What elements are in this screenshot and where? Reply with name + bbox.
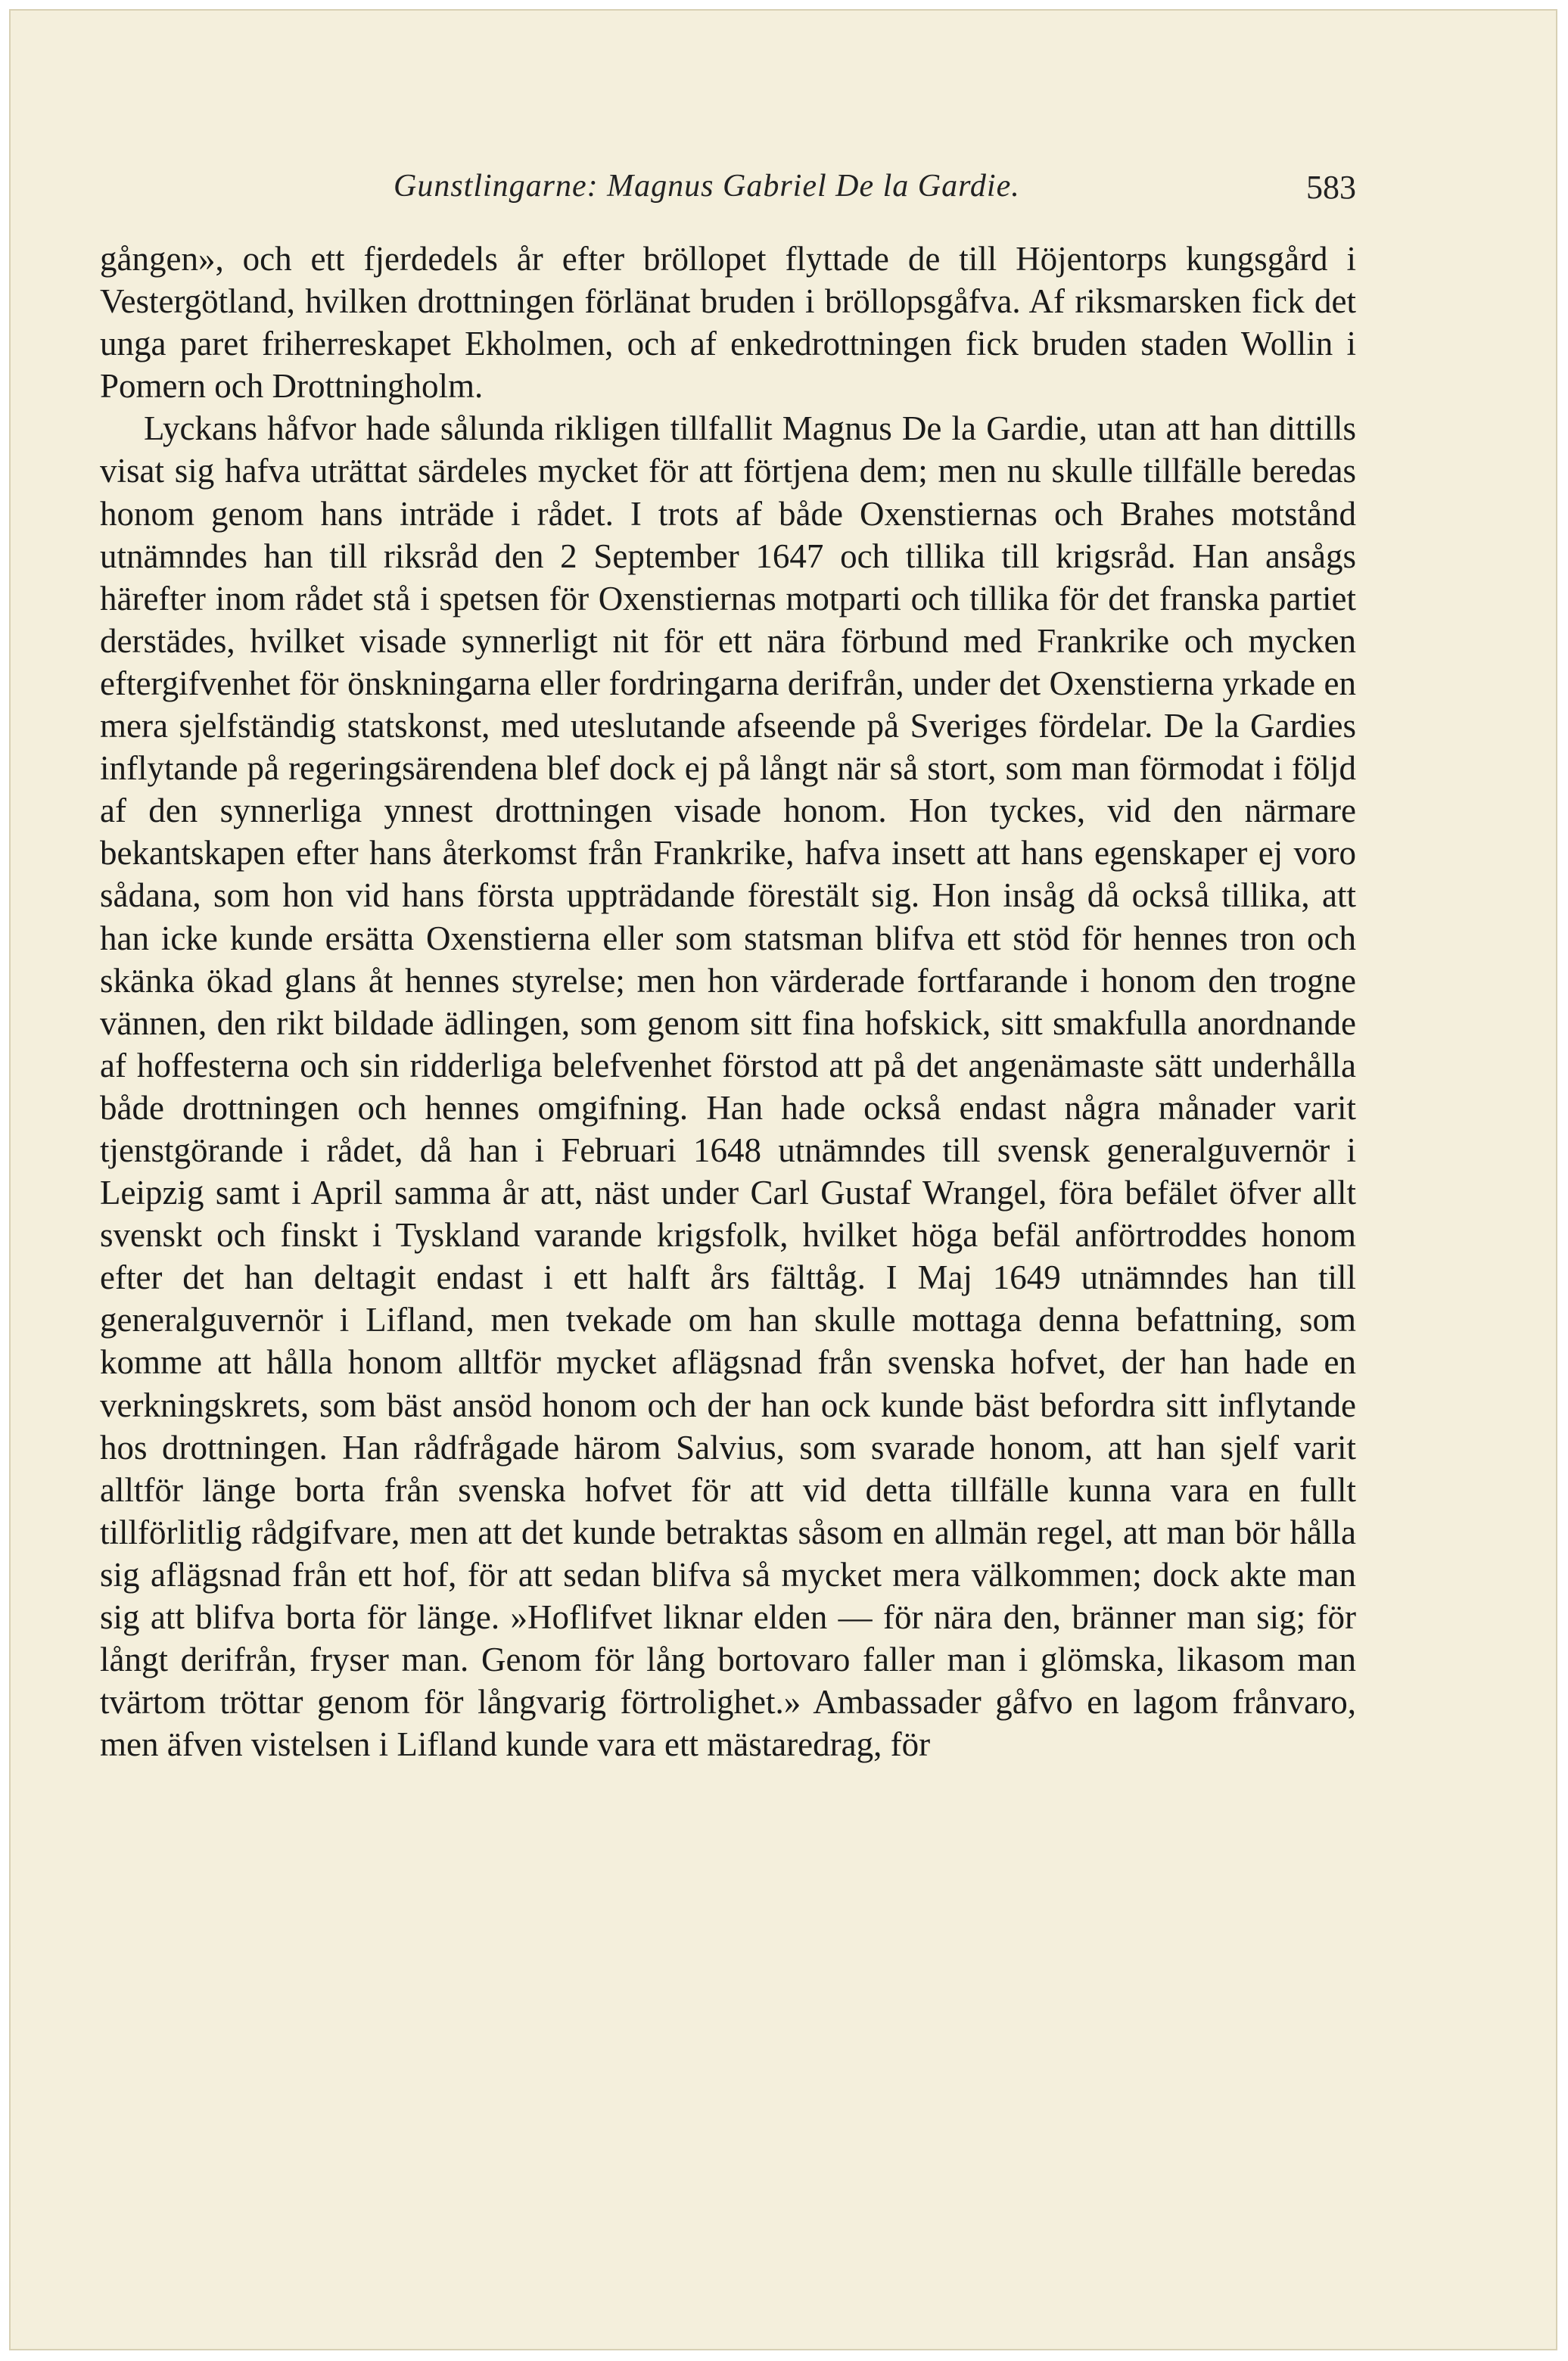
paragraph: Lyckans håfvor hade sålunda rikligen tillfallit Magnus De la Gardie, utan att han dittills visat sig hafva uträttat särdeles mycket för att förtjena dem; men nu skulle tillfälle beredas honom genom hans inträde i rådet. I trots af både Oxenstiernas och Brahes motstånd utnämndes han till riksråd den 2 September 1647 och tillika till krigsråd. Han ansågs härefter inom rådet stå i spetsen för Oxenstiernas motparti och tillika för det franska partiet derstädes, hvilket visade synnerligt nit för ett nära förbund med Frankrike och mycken eftergifvenhet för önskningarna eller fordringarna derifrån, under det Oxenstierna yrkade en mera sjelfständig statskonst, med uteslutande afseende på Sveriges fördelar. De la Gardies inflytande på regeringsärendena blef dock ej på långt när så stort, som man förmodat i följd af den synnerliga ynnest drottningen visade honom. Hon tyckes, vid den närmare bekantskapen efter hans återkomst från Frankrike, hafva insett att hans egenskaper ej voro sådana, som hon vid hans första uppträdande förestält sig. Hon insåg då också tillika, att han icke kunde ersätta Oxenstierna eller som statsman blifva ett stöd för hennes tron och skänka ökad glans åt hennes styrelse; men hon värderade fortfarande i honom den trogne vännen, den rikt bildade ädlingen, som genom sitt fina hofskick, sitt smakfulla anordnande af hoffesterna och sin ridderliga belefvenhet förstod att på det angenämaste sätt underhålla både drottningen och hennes omgifning. Han hade också endast några månader varit tjenstgörande i rådet, då han i Februari 1648 utnämndes till svensk generalguvernör i Leipzig samt i April samma år att, näst under Carl Gustaf Wrangel, föra befälet öfver allt svenskt och finskt i Tyskland varande krigsfolk, hvilket höga befäl anförtroddes honom efter det han deltagit endast i ett halft års fälttåg. I Maj 1649 utnämndes han till generalguvernör i Lifland, men tvekade om han skulle mottaga denna befattning, som komme att hålla honom alltför mycket aflägsnad från svenska hofvet, der han hade en verkningskrets, som bäst ansöd honom och der han ock kunde bäst befordra sitt inflytande hos drottningen. Han rådfrågade härom Salvius, som svarade honom, att han sjelf varit alltför länge borta från svenska hofvet för att vid detta tillfälle kunna vara en fullt tillförlitlig rådgifvare, men att det kunde betraktas såsom en allmän regel, att man bör hålla sig aflägsnad från ett hof, för att sedan blifva så mycket mera välkommen; dock akte man sig att blifva borta för länge. »Hoflifvet liknar elden — för nära den, bränner man sig; för långt derifrån, fryser man. Genom för lång bortovaro faller man i glömska, likasom man tvärtom tröttar genom för långvarig förtrolighet.» Ambassader gåfvo en lagom frånvaro, men äfven vistelsen i Lifland kunde vara ett mästaredrag, för <box>100 409 1356 1764</box>
body-text <box>100 238 1356 1765</box>
page-number: 583 <box>1306 169 1356 206</box>
running-head: Gunstlingarne: Magnus Gabriel De la Gardie. <box>394 169 1020 204</box>
book-page <box>9 9 1557 2350</box>
paragraph: gången», och ett fjerdedels år efter bröllopet flyttade de till Höjentorps kungsgård i Vestergötland, hvilken drottningen förlänat bruden i bröllopsgåfva. Af riksmarsken fick det unga paret friherreskapet Ekholmen, och af enkedrottningen fick bruden staden Wollin i Pomern och Drottningholm. <box>100 240 1356 406</box>
